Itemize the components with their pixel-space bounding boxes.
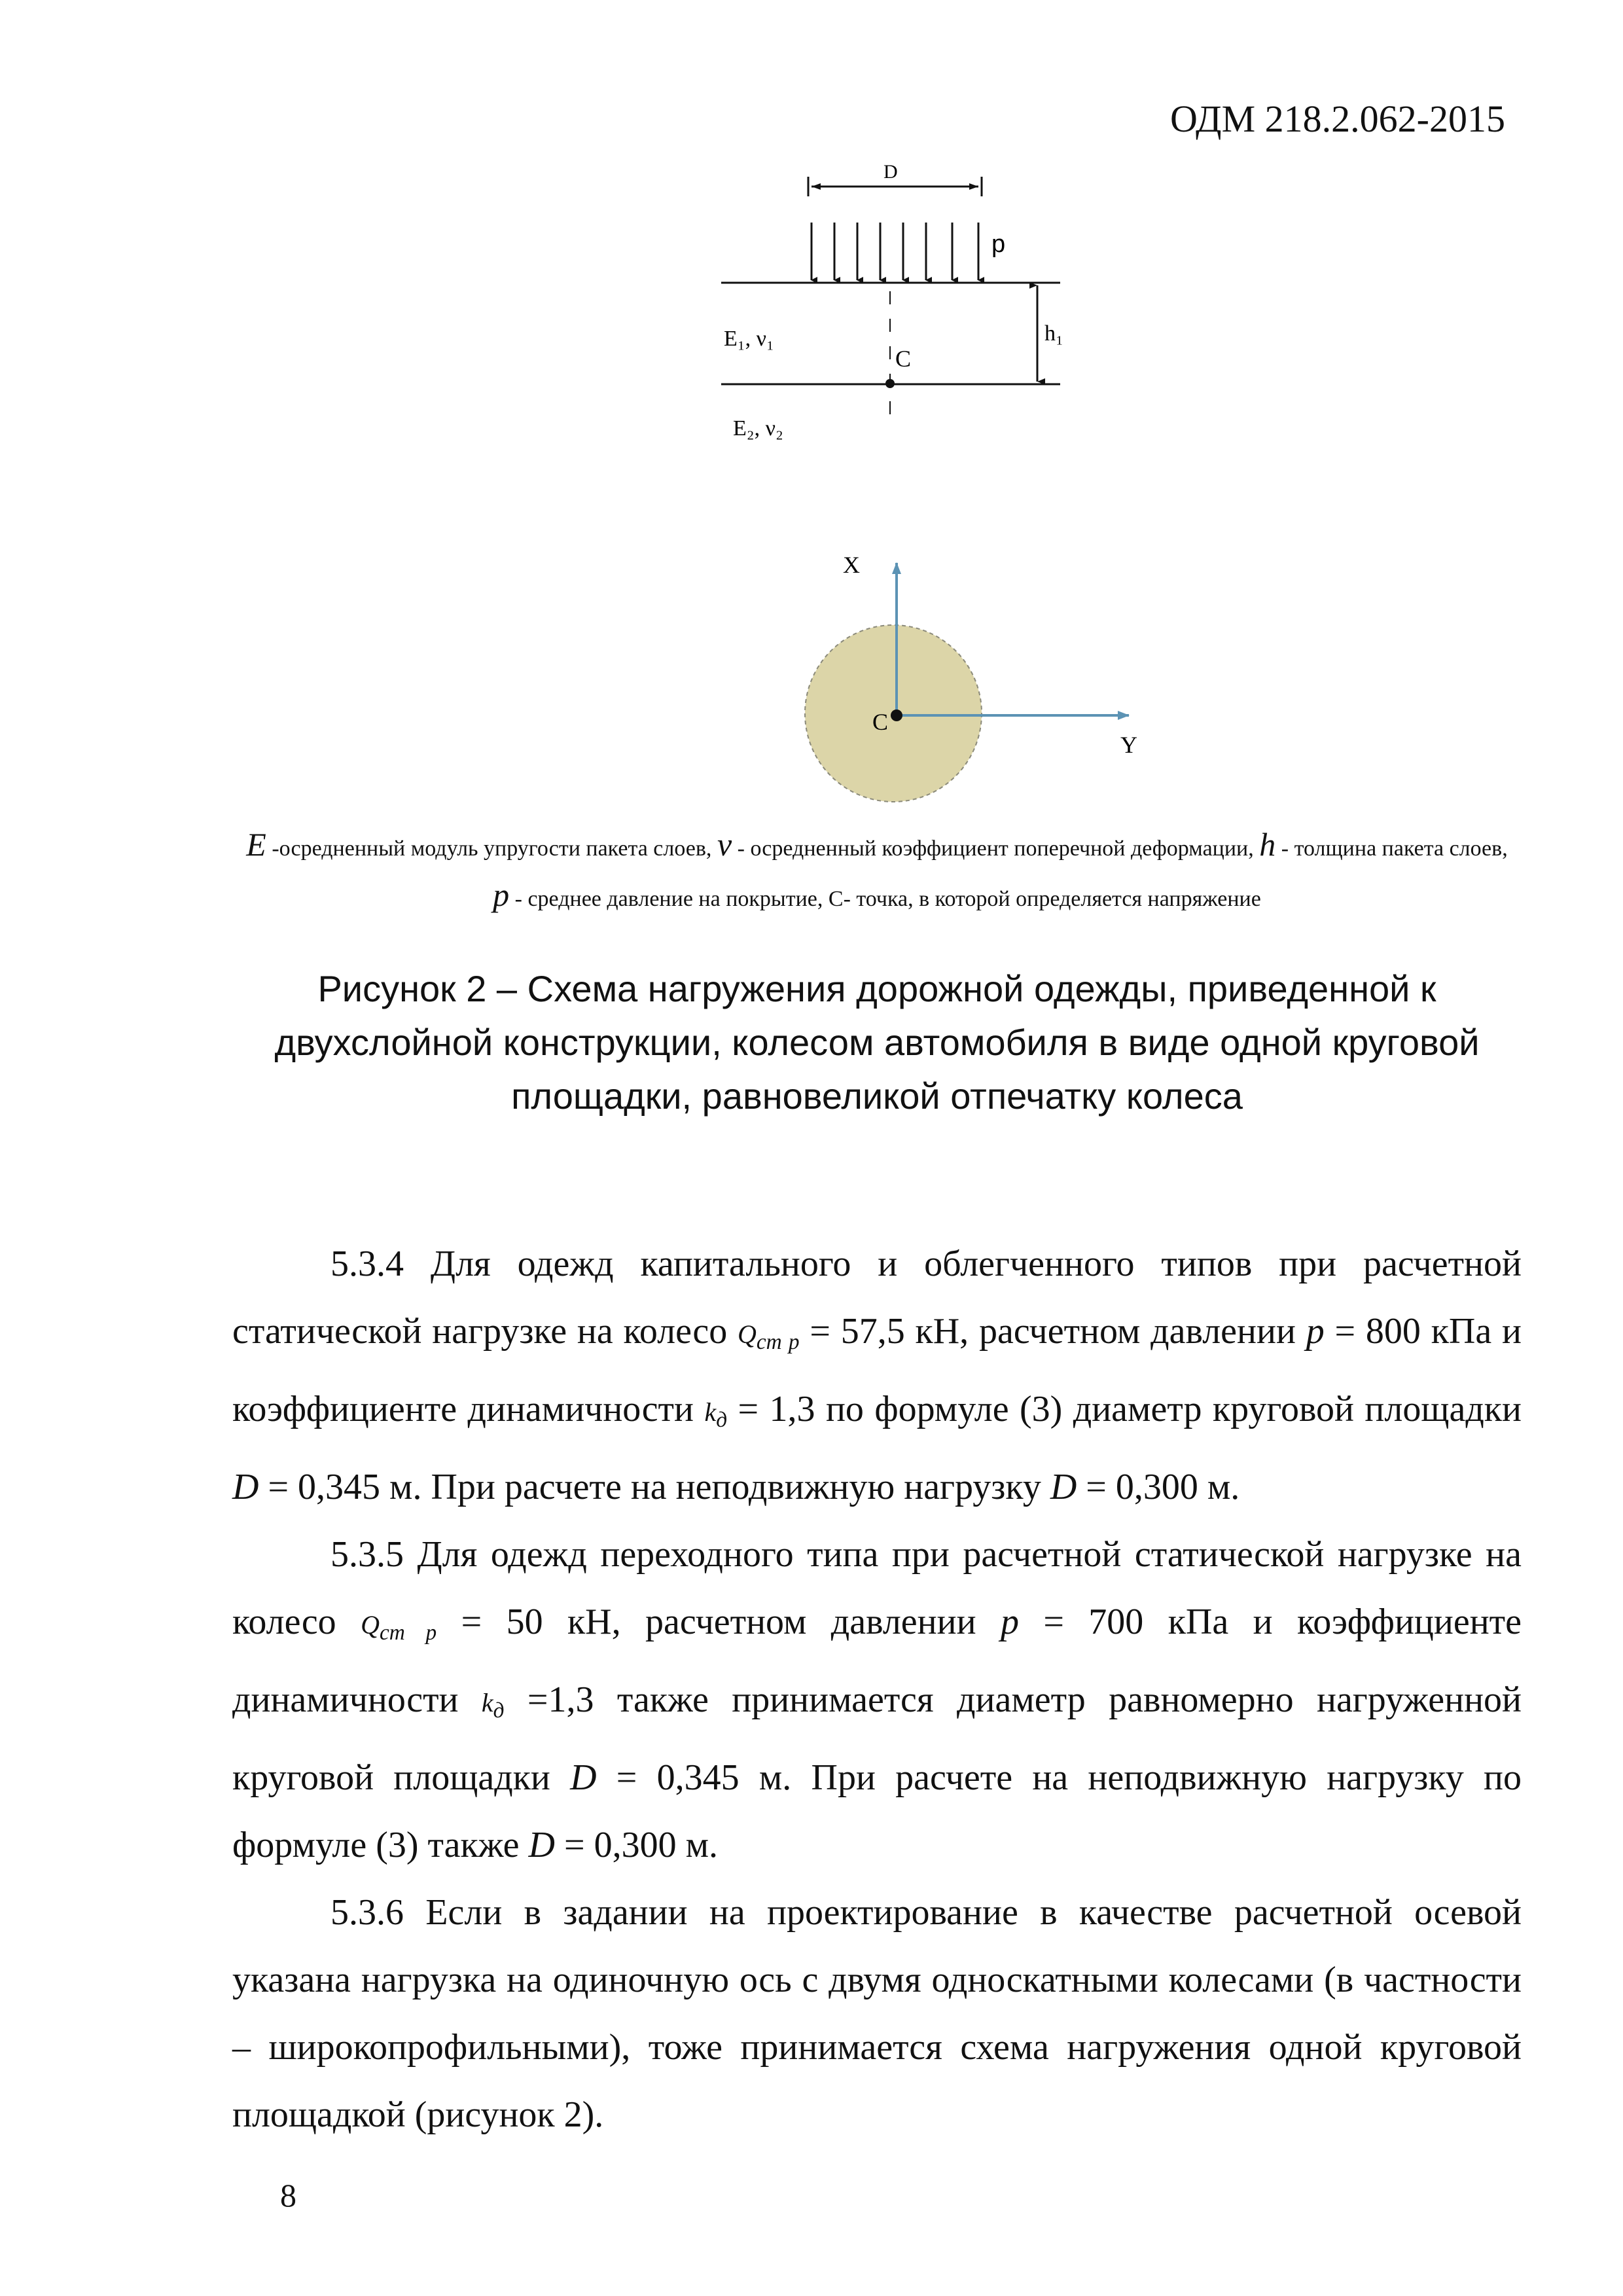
p535-load-symbol	[361, 1610, 437, 1645]
diameter-label: D	[883, 161, 898, 183]
p535-k-sub: д	[493, 1698, 505, 1723]
p534-load-symbol	[738, 1319, 800, 1354]
p535-d1-symbol: D	[570, 1757, 597, 1798]
p534-text-3: = 800 кПа и коэффициенте динамичности	[232, 1311, 1522, 1429]
legend-e-desc: -осредненный модуль упругости пакета слоев,	[266, 836, 717, 861]
p534-k-sub: д	[716, 1408, 728, 1432]
pressure-arrows	[812, 223, 978, 280]
p534-k: k	[704, 1397, 717, 1427]
p535-text-4: =1,3 также принимается диаметр равномерно нагруженной круговой площадки	[232, 1679, 1522, 1798]
p534-k-symbol	[704, 1397, 728, 1432]
p535-text-6: = 0,300 м.	[555, 1825, 719, 1865]
paragraph-5-3-4	[232, 1230, 1522, 1521]
center-label: C	[872, 709, 889, 735]
x-axis-label: X	[843, 552, 860, 578]
p534-q: Q	[738, 1319, 757, 1349]
legend-h-symbol: h	[1259, 826, 1276, 863]
p535-q: Q	[361, 1610, 380, 1640]
pressure-label: p	[991, 230, 1006, 258]
p534-text-4: = 1,3 по формуле (3) диаметр круговой площадки	[727, 1389, 1522, 1429]
p534-q-sub: ст р	[756, 1330, 800, 1354]
point-c-label: C	[895, 346, 912, 372]
legend-h-desc: - толщина пакета слоев,	[1275, 836, 1508, 861]
layer1-label: E₁, ν₁	[724, 327, 774, 351]
layer2-label: E₂, ν₂	[733, 416, 783, 440]
p534-d2-symbol: D	[1050, 1467, 1077, 1507]
paragraph-5-3-5	[232, 1521, 1522, 1879]
legend-p-symbol: p	[493, 876, 510, 913]
p534-d1-symbol: D	[232, 1467, 259, 1507]
p535-text-2: = 50 кН, расчетном давлении	[437, 1602, 1001, 1642]
plan-view-diagram	[805, 552, 1137, 802]
thickness-label: h₁	[1044, 321, 1063, 346]
p535-q-sub: ст р	[379, 1621, 437, 1645]
p534-text-1: 5.3.4 Для одежд капитального и облегченного типов при расчетной статической нагрузке на колесо	[232, 1244, 1522, 1352]
legend-e-symbol: E	[246, 826, 266, 863]
paragraph-5-3-6: 5.3.6 Если в задании на проектирование в качестве расчетной осевой указана нагрузка на одиночную ось с двумя односкатными колесами (в частности – широкопрофильными), тоже принимается схема нагружения одной круговой площадкой (рисунок 2).	[232, 1892, 1522, 2135]
p534-text-2: = 57,5 кН, расчетном давлении	[799, 1311, 1306, 1352]
p535-d2-symbol: D	[528, 1825, 555, 1865]
p535-k-symbol	[481, 1688, 505, 1723]
document-code: ОДМ 218.2.062-2015	[1170, 98, 1505, 140]
caption-line-3: площадки, равновеликой отпечатку колеса	[511, 1075, 1243, 1117]
p534-text-6: = 0,300 м.	[1077, 1467, 1240, 1507]
y-axis-label: Y	[1120, 732, 1137, 758]
legend-nu-symbol: ν	[717, 826, 732, 863]
p535-p-symbol: p	[1000, 1602, 1019, 1642]
caption-line-1: Рисунок 2 – Схема нагружения дорожной одежды, приведенной к	[317, 968, 1436, 1009]
point-c-marker	[885, 379, 895, 388]
caption-line-2: двухслойной конструкции, колесом автомобиля в виде одной круговой	[274, 1022, 1480, 1063]
p535-text-3: = 700 кПа и коэффициенте динамичности	[232, 1602, 1522, 1720]
p535-text-1: 5.3.5 Для одежд переходного типа при расчетной статической нагрузке на колесо	[232, 1534, 1522, 1642]
point-c-center	[891, 709, 902, 721]
legend-nu-desc: - осредненный коэффициент поперечной деформации,	[732, 836, 1260, 861]
page-number: 8	[280, 2177, 296, 2214]
figure-legend	[236, 821, 1518, 922]
p535-text-5: = 0,345 м. При расчете на неподвижную нагрузку по формуле (3) также	[232, 1757, 1522, 1865]
p534-p-symbol: p	[1306, 1311, 1325, 1352]
figure-caption	[236, 962, 1518, 1123]
cross-section-diagram	[721, 161, 1063, 440]
legend-p-desc: - среднее давление на покрытие, С- точка, в которой определяется напряжение	[509, 887, 1261, 911]
body-text	[232, 1230, 1522, 2149]
p534-text-5: = 0,345 м. При расчете на неподвижную нагрузку	[259, 1467, 1050, 1507]
p535-k: k	[481, 1688, 493, 1717]
